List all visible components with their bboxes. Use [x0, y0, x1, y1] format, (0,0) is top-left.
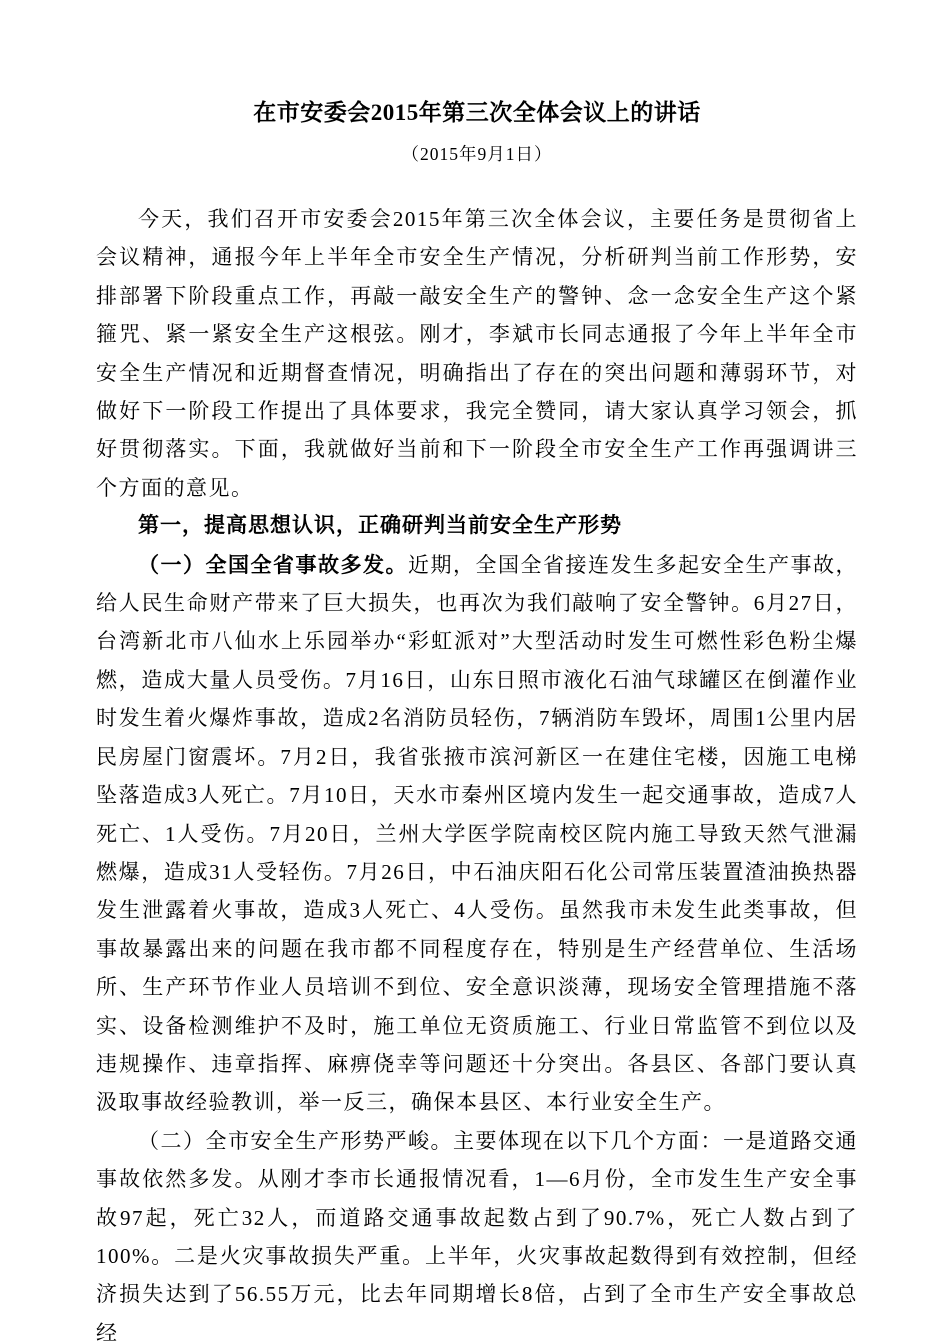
paragraph-intro: 今天，我们召开市安委会2015年第三次全体会议，主要任务是贯彻省上会议精神，通报今年上半年全市安全生产情况，分析研判当前工作形势，安排部署下阶段重点工作，再敲一敲安全生产的警钟、念一念安全生产这个紧箍咒、紧一紧安全生产这根弦。刚才，李斌市长同志通报了今年上半年全市安全生产情况和近期督查情况，明确指出了存在的突出问题和薄弱环节，对做好下一阶段工作提出了具体要求，我完全赞同，请大家认真学习领会，抓好贯彻落实。下面，我就做好当前和下一阶段全市安全生产工作再强调讲三个方面的意见。: [96, 207, 858, 500]
paragraph-item-one-lead: （一）全国全省事故多发。: [138, 552, 408, 577]
paragraph-item-two-lead: （二）全市安全生产形势严峻。: [138, 1128, 453, 1153]
paragraph-item-two-text: 主要体现在以下几个方面：一是道路交通事故依然多发。从刚才李市长通报情况看，1—6月份，全市发生生产安全事故97起，死亡32人，而道路交通事故起数占到了90.7%，死亡人数占到了100%。二是火灾事故损失严重。上半年，火灾事故起数得到有效控制，但经济损失达到了56.55万元，比去年同期增长8倍，占到了全市生产安全事故总经: [96, 1128, 858, 1344]
paragraph-item-one: [96, 546, 858, 1122]
paragraph-item-two: [96, 1122, 858, 1344]
document-body: [96, 200, 858, 1344]
paragraph-item-one-text: 近期，全国全省接连发生多起安全生产事故，给人民生命财产带来了巨大损失，也再次为我们敲响了安全警钟。6月27日，台湾新北市八仙水上乐园举办“彩虹派对”大型活动时发生可燃性彩色粉尘爆燃，造成大量人员受伤。7月16日，山东日照市液化石油气球罐区在倒灌作业时发生着火爆炸事故，造成2名消防员轻伤，7辆消防车毁坏，周围1公里内居民房屋门窗震坏。7月2日，我省张掖市滨河新区一在建住宅楼，因施工电梯坠落造成3人死亡。7月10日，天水市秦州区境内发生一起交通事故，造成7人死亡、1人受伤。7月20日，兰州大学医学院南校区院内施工导致天然气泄漏燃爆，造成31人受轻伤。7月26日，中石油庆阳石化公司常压装置渣油换热器发生泄露着火事故，造成3人死亡、4人受伤。虽然我市未发生此类事故，但事故暴露出来的问题在我市都不同程度存在，特别是生产经营单位、生活场所、生产环节作业人员培训不到位、安全意识淡薄，现场安全管理措施不落实、设备检测维护不及时，施工单位无资质施工、行业日常监管不到位以及违规操作、违章指挥、麻痹侥幸等问题还十分突出。各县区、各部门要认真汲取事故经验教训，举一反三，确保本县区、本行业安全生产。: [96, 552, 858, 1115]
document-title: 在市安委会2015年第三次全体会议上的讲话: [253, 100, 701, 125]
section-heading-first: 第一，提高思想认识，正确研判当前安全生产形势: [138, 514, 622, 538]
document-date-line: （2015年9月1日）: [401, 144, 553, 164]
